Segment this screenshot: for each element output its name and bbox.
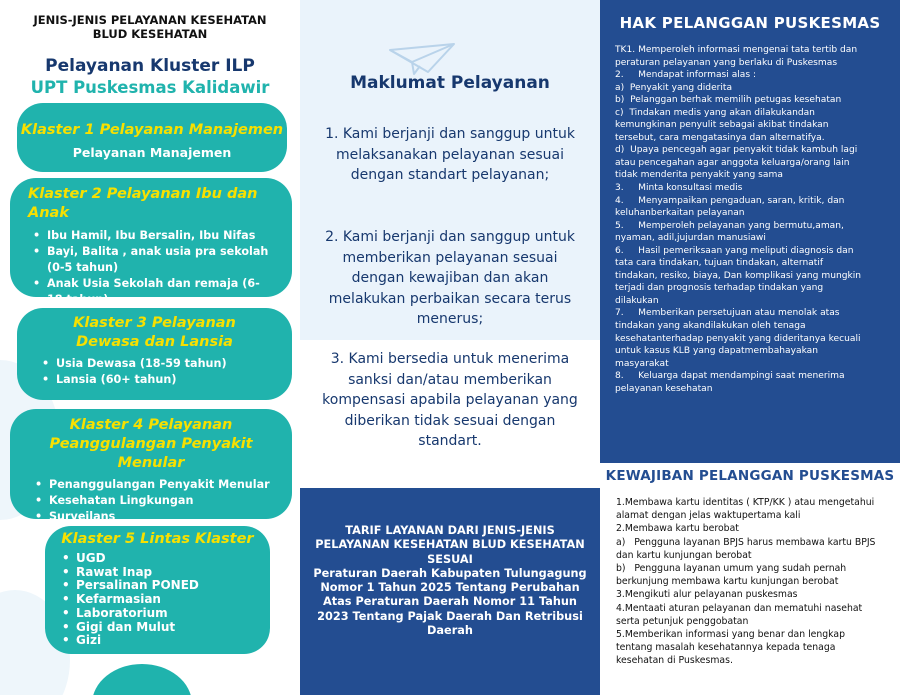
hak-item: 5. Memperoleh pelayanan yang bermutu,aman, nyaman, adil,jujurdan manusiawi bbox=[615, 220, 844, 244]
promise-2: 2. Kami berjanji dan sanggup untuk memberikan pelayanan sesuai dengan kewajiban dan akan melakukan perbaikan secara terus menerus; bbox=[325, 229, 575, 327]
list-item: • Usia Dewasa (18-59 tahun) bbox=[39, 356, 270, 372]
hak-title: HAK PELANGGAN PUSKESMAS bbox=[619, 14, 881, 32]
hak-item: 4. Menyampaikan pengaduan, saran, kritik, dan keluhanberkaitan pelayanan bbox=[615, 195, 845, 219]
hak-item: 2. Mendapat informasi alas : bbox=[615, 70, 757, 81]
document-heading: JENIS-JENIS PELAYANAN KESEHATAN BLUD KESEHATAN bbox=[33, 13, 267, 41]
cluster-title: Pelayanan Kluster ILP bbox=[45, 56, 255, 76]
list-item: • Gigi dan Mulut bbox=[59, 621, 256, 635]
maklumat-title: Maklumat Pelayanan bbox=[350, 73, 550, 93]
kewajiban-item: 3.Mengikuti alur pelayanan puskesmas bbox=[616, 589, 798, 601]
klaster5-card bbox=[45, 526, 270, 654]
klaster3-list bbox=[39, 356, 270, 388]
list-item: • Kefarmasian bbox=[59, 593, 256, 607]
list-item: • Ibu Hamil, Ibu Bersalin, Ibu Nifas bbox=[30, 228, 274, 244]
klaster2-card bbox=[10, 178, 292, 306]
klaster1-card bbox=[17, 103, 287, 172]
decorative-blob bbox=[92, 664, 192, 695]
list-item: • UGD bbox=[59, 552, 256, 566]
hak-item: 8. Keluarga dapat mendampingi saat menerima pelayanan kesehatan bbox=[615, 371, 845, 394]
left-panel bbox=[0, 0, 300, 695]
kewajiban-item: 2.Membawa kartu berobat bbox=[616, 523, 739, 535]
klaster4-title: Klaster 4 Pelayanan Peanggulangan Penyakit Menular bbox=[49, 417, 253, 471]
list-item: • Persalinan PONED bbox=[59, 579, 256, 593]
hak-item: 3. Minta konsultasi medis bbox=[615, 183, 743, 194]
list-item: • Kesehatan Lingkungan bbox=[32, 493, 278, 509]
hak-item: 7. Memberikan persetujuan atau menolak atas tindakan yang akandilakukan oleh tenaga kesehatanterhadap penyakit yang dideritanya kecuali untuk kasus KLB yang dapatmembahayakan masyarakat bbox=[615, 308, 861, 369]
hak-list bbox=[615, 44, 868, 395]
list-item: • Rawat Inap bbox=[59, 566, 256, 580]
klaster5-list bbox=[59, 552, 256, 648]
klaster3-title: Klaster 3 Pelayanan Dewasa dan Lansia bbox=[73, 315, 236, 350]
kewajiban-item: 5.Memberikan informasi yang benar dan lengkap tentang masalah kesehatannya kepada tenaga kesehatan di Puskesmas. bbox=[616, 629, 845, 667]
kewajiban-item: a) Pengguna layanan BPJS harus membawa kartu BPJS dan kartu kunjungan berobat bbox=[616, 536, 876, 561]
kewajiban-item: b) Pengguna layanan umum yang sudah pernah berkunjung membawa kartu kunjungan berobat bbox=[616, 563, 847, 588]
klaster2-list bbox=[28, 228, 274, 308]
promise-1: 1. Kami berjanji dan sanggup untuk melaksanakan pelayanan sesuai dengan standart pelayanan; bbox=[325, 126, 575, 183]
kewajiban-list bbox=[616, 496, 878, 668]
hak-item: a) Penyakit yang diderita bbox=[615, 82, 733, 93]
list-item: • Anak Usia Sekolah dan remaja (6-18 tahun) bbox=[30, 276, 274, 308]
promise-3: 3. Kami bersedia untuk menerima sanksi dan/atau memberikan kompensasi apabila pelayanan yang diberikan tidak sesuai dengan standart. bbox=[322, 351, 578, 449]
kewajiban-item: 1.Membawa kartu identitas ( KTP/KK ) atau mengetahui alamat dengan jelas waktupertama kali bbox=[616, 497, 875, 522]
hak-item: c) Tindakan medis yang akan dilakukandan kemungkinan penyulit sebagai akibat tindakan tersebut, cara mengatasinya dan alternatifya. bbox=[615, 107, 829, 143]
hak-item: TK1. Memperoleh informasi mengenai tata tertib dan peraturan pelayanan yang berlaku di Puskesmas bbox=[615, 45, 858, 68]
list-item: • Lansia (60+ tahun) bbox=[39, 372, 270, 388]
hak-item: d) Upaya pencegah agar penyakit tidak kambuh lagi atau pencegahan agar anggota keluarga/orang lain tidak menderita penyakit yang sama bbox=[615, 145, 858, 181]
klaster3-card bbox=[17, 308, 292, 400]
klaster4-card bbox=[10, 409, 292, 523]
klaster2-title: Klaster 2 Pelayanan Ibu dan Anak bbox=[28, 186, 258, 221]
list-item: • Bayi, Balita , anak usia pra sekolah (0-5 tahun) bbox=[30, 244, 274, 276]
tarif-title: TARIF LAYANAN DARI JENIS-JENIS PELAYANAN KESEHATAN BLUD KESEHATAN SESUAI bbox=[315, 524, 585, 566]
tarif-block bbox=[312, 524, 588, 638]
list-item: • Surveilans bbox=[32, 509, 278, 525]
hak-item: 6. Hasil pemeriksaan yang meliputi diagnosis dan tata cara tindakan, tujuan tindakan, alternatif tindakan, resiko, biaya, Dan komplikasi yang mungkin terjadi dan prognosis terhadap tindakan yang dilakukan bbox=[615, 245, 862, 306]
puskesmas-name: UPT Puskesmas Kalidawir bbox=[30, 78, 270, 97]
klaster5-title: Klaster 5 Lintas Klaster bbox=[61, 531, 254, 547]
klaster4-list bbox=[24, 477, 278, 525]
klaster1-subtitle: Pelayanan Manajemen bbox=[72, 145, 232, 160]
kewajiban-title: KEWAJIBAN PELANGGAN PUSKESMAS bbox=[605, 468, 895, 484]
list-item: • Penanggulangan Penyakit Menular bbox=[32, 477, 278, 493]
list-item: • Gizi bbox=[59, 634, 256, 648]
kewajiban-item: 4.Mentaati aturan pelayanan dan mematuhi nasehat serta petunjuk penggobatan bbox=[616, 602, 863, 627]
list-item: • Laboratorium bbox=[59, 607, 256, 621]
klaster1-title: Klaster 1 Pelayanan Manajemen bbox=[20, 122, 284, 138]
tarif-regulation: Peraturan Daerah Kabupaten Tulungagung Nomor 1 Tahun 2025 Tentang Perubahan Atas Peraturan Daerah Nomor 11 Tahun 2023 Tentang Pajak Daerah Dan Retribusi Daerah bbox=[313, 566, 587, 638]
hak-item: b) Pelanggan berhak memilih petugas kesehatan bbox=[615, 95, 842, 106]
